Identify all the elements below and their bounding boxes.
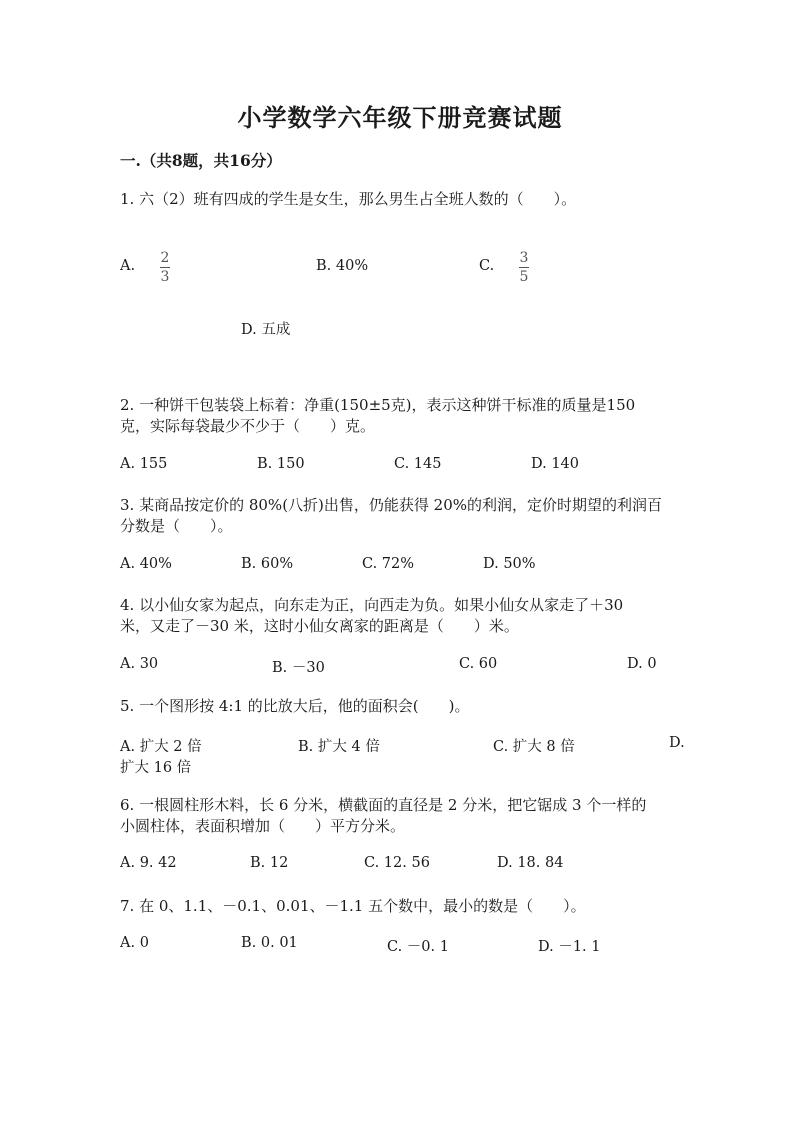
question-2-line-1: 2. 一种饼干包装袋上标着：净重(150±5克)，表示这种饼干标准的质量是150: [120, 396, 636, 414]
q1-option-b: B. 40%: [316, 258, 369, 274]
q1-option-c-label: C.: [479, 258, 495, 274]
q3-option-d: D. 50%: [483, 556, 536, 572]
q4-option-c: C. 60: [459, 656, 498, 672]
question-5-line-1: 5. 一个图形按 4:1 的比放大后，他的面积会( )。: [120, 697, 470, 715]
q1-option-a-label: A.: [120, 258, 136, 274]
q5-option-a: A. 扩大 2 倍: [120, 739, 202, 755]
page-title: 小学数学六年级下册竞赛试题: [237, 103, 563, 132]
question-4-line-2: 米，又走了－30 米，这时小仙女离家的距离是（ ）米。: [120, 617, 519, 635]
q6-option-a: A. 9. 42: [120, 855, 177, 871]
q6-option-c: C. 12. 56: [364, 855, 430, 871]
fraction-numerator: 2: [160, 250, 170, 266]
question-3-line-1: 3. 某商品按定价的 80%(八折)出售，仍能获得 20%的利润，定价时期望的利润百: [120, 496, 663, 514]
question-7-line-1: 7. 在 0、1.1、－0.1、0.01、－1.1 五个数中，最小的数是（ ）。: [120, 897, 586, 915]
q3-option-a: A. 40%: [120, 556, 172, 572]
q3-option-b: B. 60%: [241, 556, 294, 572]
q5-option-d-text: 扩大 16 倍: [120, 760, 192, 776]
fraction-denominator: 5: [519, 269, 529, 285]
q2-option-a: A. 155: [120, 456, 168, 472]
q5-option-b: B. 扩大 4 倍: [298, 739, 380, 755]
q6-option-b: B. 12: [250, 855, 289, 871]
q5-option-d: D.: [669, 735, 685, 751]
question-6-line-1: 6. 一根圆柱形木料，长 6 分米，横截面的直径是 2 分米，把它锯成 3 个一样的: [120, 796, 647, 814]
q4-option-d: D. 0: [627, 656, 657, 672]
question-2-line-2: 克，实际每袋最少不少于（ ）克。: [120, 417, 376, 435]
question-4-line-1: 4. 以小仙女家为起点，向东走为正，向西走为负。如果小仙女从家走了＋30: [120, 596, 624, 614]
q3-option-c: C. 72%: [362, 556, 415, 572]
q2-option-d: D. 140: [531, 456, 580, 472]
q7-option-c: C. －0. 1: [387, 939, 449, 955]
q6-option-d: D. 18. 84: [497, 855, 564, 871]
question-1-text: 1. 六（2）班有四成的学生是女生，那么男生占全班人数的（ ）。: [120, 190, 577, 208]
q1-option-c-fraction: [519, 251, 529, 284]
q4-option-b: B. －30: [272, 660, 325, 676]
q1-option-d: D. 五成: [241, 322, 291, 338]
fraction-bar: [519, 267, 529, 268]
fraction-denominator: 3: [160, 269, 170, 285]
q7-option-a: A. 0: [120, 935, 149, 951]
question-3-line-2: 分数是（ ）。: [120, 517, 233, 535]
question-6-line-2: 小圆柱体，表面积增加（ ）平方分米。: [120, 817, 406, 835]
q5-option-c: C. 扩大 8 倍: [493, 739, 575, 755]
q4-option-a: A. 30: [120, 656, 159, 672]
fraction-bar: [160, 267, 170, 268]
q2-option-c: C. 145: [394, 456, 442, 472]
q1-option-a-fraction: [160, 251, 170, 284]
section-heading: 一.（共8题，共16分）: [120, 151, 282, 170]
q7-option-d: D. －1. 1: [538, 939, 601, 955]
q7-option-b: B. 0. 01: [241, 935, 298, 951]
fraction-numerator: 3: [519, 250, 529, 266]
q2-option-b: B. 150: [257, 456, 305, 472]
